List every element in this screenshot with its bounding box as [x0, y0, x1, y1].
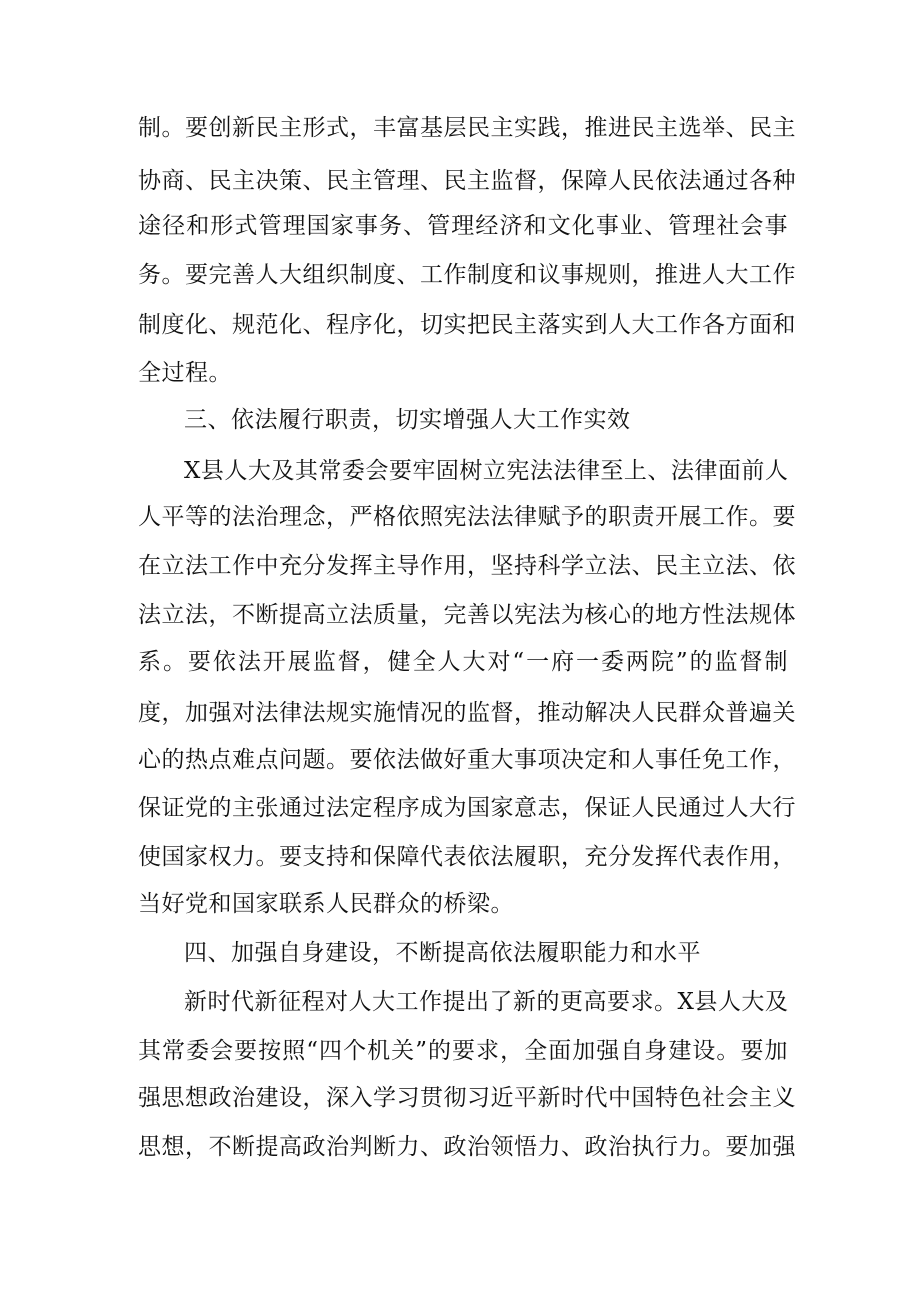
text-line: 协商、民主决策、民主管理、民主监督，保障人民依法通过各种 [138, 168, 796, 194]
text-line: 其常委会要按照“四个机关”的要求，全面加强自身建设。要加 [138, 1038, 788, 1064]
text-line: 全过程。 [138, 360, 232, 386]
text-line: 强思想政治建设，深入学习贯彻习近平新时代中国特色社会主义 [138, 1085, 796, 1111]
text-line: 新时代新征程对人大工作提出了新的更高要求。X县人大及 [184, 989, 789, 1015]
text-line: 务。要完善人大组织制度、工作制度和议事规则，推进人大工作 [138, 262, 796, 288]
text-line: 度，加强对法律法规实施情况的监督，推动解决人民群众普遍关 [138, 700, 796, 726]
text-line: 保证党的主张通过法定程序成为国家意志，保证人民通过人大行 [138, 795, 796, 821]
text-line: 制度化、规范化、程序化，切实把民主落实到人大工作各方面和 [138, 312, 796, 338]
text-line: 当好党和国家联系人民群众的桥梁。 [138, 891, 514, 917]
text-line: 在立法工作中充分发挥主导作用，坚持科学立法、民主立法、依 [138, 553, 796, 579]
text-line: 使国家权力。要支持和保障代表依法履职，充分发挥代表作用， [138, 844, 796, 870]
text-line: 人平等的法治理念，严格依照宪法法律赋予的职责开展工作。要 [138, 504, 796, 530]
text-line: 途径和形式管理国家事务、管理经济和文化事业、管理社会事 [138, 213, 788, 239]
text-line: 制。要创新民主形式，丰富基层民主实践，推进民主选举、民主 [138, 115, 796, 141]
section-heading: 三、依法履行职责，切实增强人大工作实效 [184, 407, 631, 433]
text-line: X县人大及其常委会要牢固树立宪法法律至上、法律面前人 [184, 458, 789, 484]
text-line: 思想，不断提高政治判断力、政治领悟力、政治执行力。要加强 [138, 1134, 796, 1160]
text-line: 法立法，不断提高立法质量，完善以宪法为核心的地方性法规体 [138, 602, 796, 628]
text-line: 系。要依法开展监督，健全人大对“一府一委两院”的监督制 [138, 649, 788, 675]
section-heading: 四、加强自身建设，不断提高依法履职能力和水平 [184, 940, 701, 966]
text-line: 心的热点难点问题。要依法做好重大事项决定和人事任免工作， [138, 747, 796, 773]
